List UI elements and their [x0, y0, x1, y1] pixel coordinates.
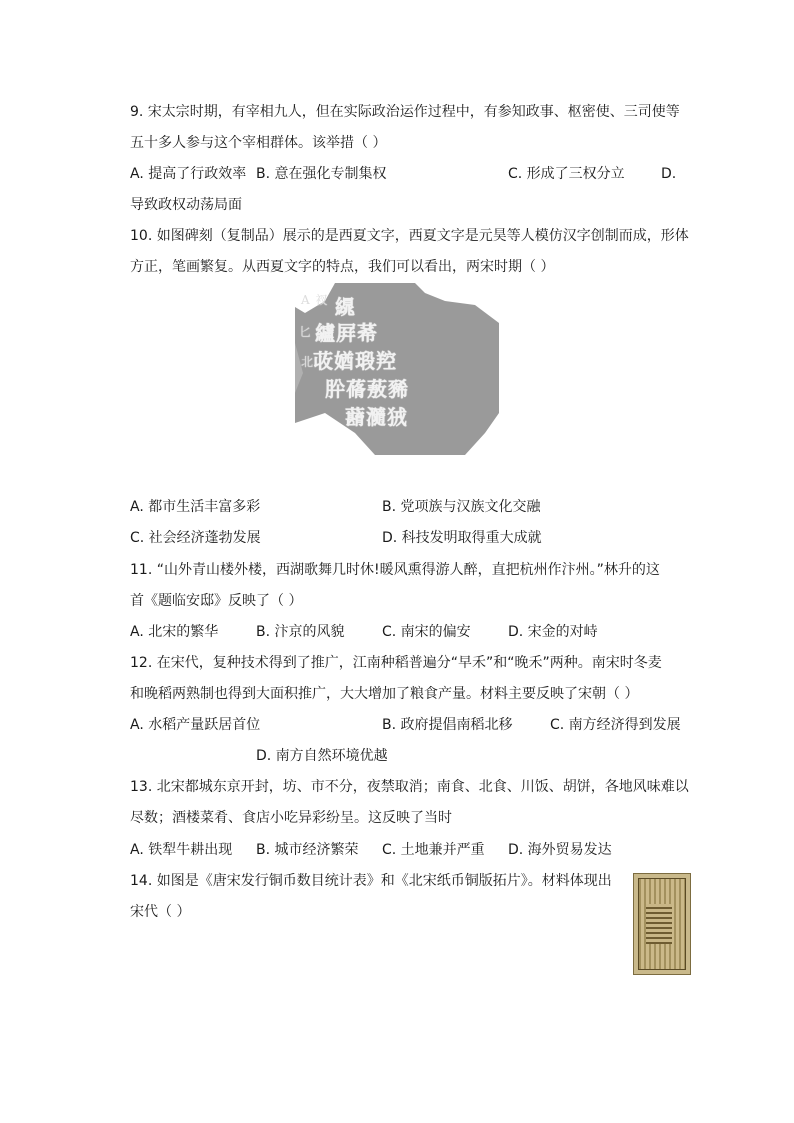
song-paper-money-rubbing-image [633, 873, 691, 975]
q9-option-c: C. 形成了三权分立 [508, 166, 625, 182]
q13-option-d: D. 海外贸易发达 [508, 842, 612, 858]
q11-option-a: A. 北宋的繁华 [130, 624, 219, 640]
q11-option-b: B. 汴京的风貌 [256, 624, 345, 640]
rubbing-center-panel [646, 904, 672, 944]
q10-option-b: B. 党项族与汉族文化交融 [382, 499, 541, 515]
q10-option-d: D. 科技发明取得重大成就 [382, 530, 542, 546]
stele-side-mark-2: 匕 [299, 325, 313, 339]
stele-row-1: 繉 [335, 295, 356, 319]
stele-row-3: 荍媨瑖羫 [313, 349, 397, 373]
q9-option-b: B. 意在强化专制集权 [256, 166, 387, 182]
q13-stem-line2: 尽数；酒楼菜肴、食店小吃异彩纷呈。这反映了当时 [130, 810, 452, 826]
stele-row-4: 肸蓨蔜豨 [325, 377, 409, 401]
stele-row-2: 纑屛莃 [315, 321, 378, 345]
q13-option-a: A. 铁犁牛耕出现 [130, 842, 233, 858]
q9-option-a: A. 提高了行政效率 [130, 166, 247, 182]
q14-stem-line1: 14. 如图是《唐宋发行铜币数目统计表》和《北宋纸币铜版拓片》。材料体现出 [130, 873, 612, 889]
q10-stem-line2: 方正，笔画繁复。从西夏文字的特点，我们可以看出，两宋时期（ ） [130, 259, 555, 275]
q10-option-a: A. 都市生活丰富多彩 [130, 499, 261, 515]
stele-row-5: 蘛瀡狨 [345, 405, 408, 429]
q13-option-b: B. 城市经济繁荣 [256, 842, 359, 858]
q9-stem-line2: 五十多人参与这个宰相群体。该举措（ ） [130, 135, 387, 151]
q9-stem-line1: 9. 宋太宗时期，有宰相九人，但在实际政治运作过程中，有参知政事、枢密使、三司使等 [130, 104, 680, 120]
q12-stem-line1: 12. 在宋代，复种技术得到了推广，江南种稻普遍分“早禾”和“晚禾”两种。南宋时冬麦 [130, 655, 662, 671]
q10-option-c: C. 社会经济蓬勃发展 [130, 530, 261, 546]
q9-option-d-text: 导致政权动荡局面 [130, 197, 242, 213]
stele-side-mark-1: A 衩 [301, 293, 329, 307]
q12-stem-line2: 和晚稻两熟制也得到大面积推广，大大增加了粮食产量。材料主要反映了宋朝（ ） [130, 686, 639, 702]
q12-option-b: B. 政府提倡南稻北移 [382, 717, 513, 733]
q11-stem-line2: 首《题临安邸》反映了（ ） [130, 593, 303, 609]
q11-stem-line1: 11. “山外青山楼外楼，西湖歌舞几时休!暖风熏得游人醉，直把杭州作汴州。”林升的这 [130, 562, 660, 578]
stele-side-mark-3: 北 [301, 355, 315, 369]
stele-inscription [295, 283, 499, 455]
q12-option-c: C. 南方经济得到发展 [550, 717, 681, 733]
q10-stem-line1: 10. 如图碑刻（复制品）展示的是西夏文字，西夏文字是元昊等人模仿汉字创制而成，形体 [130, 228, 689, 244]
q12-option-d: D. 南方自然环境优越 [256, 748, 388, 764]
q12-option-a: A. 水稻产量跃居首位 [130, 717, 261, 733]
q13-stem-line1: 13. 北宋都城东京开封，坊、市不分，夜禁取消；南食、北食、川饭、胡饼，各地风味难以 [130, 779, 689, 795]
q13-option-c: C. 土地兼并严重 [382, 842, 485, 858]
q11-option-d: D. 宋金的对峙 [508, 624, 598, 640]
q9-option-d-label: D. [661, 166, 677, 182]
q14-stem-line2: 宋代（ ） [130, 904, 191, 920]
q11-option-c: C. 南宋的偏安 [382, 624, 471, 640]
xixia-stele-image [295, 283, 499, 455]
